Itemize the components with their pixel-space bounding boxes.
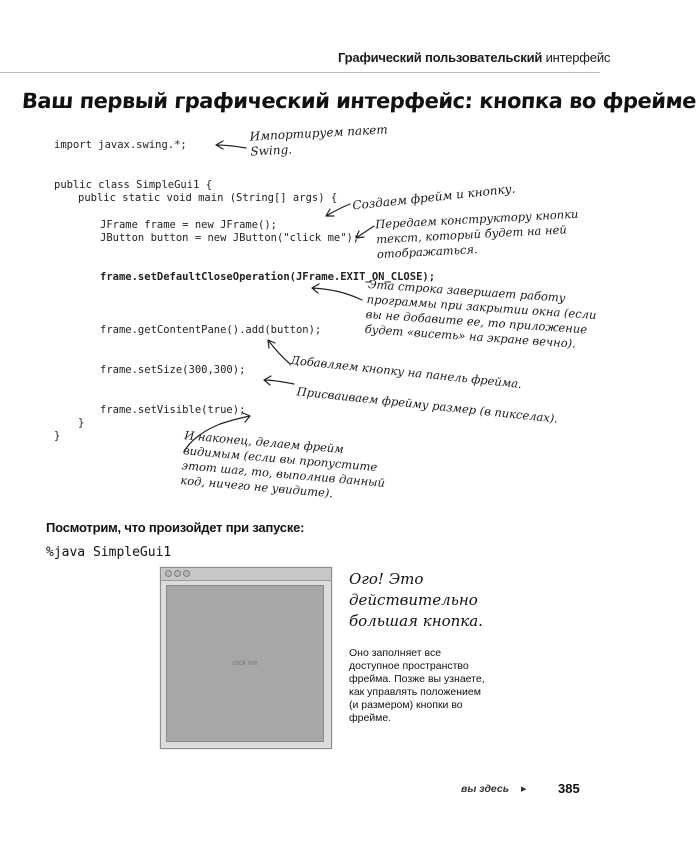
code-visible-line: frame.setVisible(true); (100, 404, 246, 416)
side-note-description: Оно заполняет все доступное пространство фрейма. Позже вы узнаете, как управлять положением (и размером) кнопки во фрейме. (349, 647, 485, 724)
arrow-add (268, 340, 290, 364)
arrow-close (312, 284, 362, 300)
page-title: Ваш первый графический интерфейс: кнопка во фрейме (21, 89, 697, 113)
code-close-line: frame.setDefaultCloseOperation(JFrame.EXIT_ON_CLOSE); (100, 271, 436, 283)
note-close: Эта строка завершает работу программы при закрытии окна (если вы не добавите ее, то приложение будет «висеть» на экране вечно). (364, 277, 597, 351)
close-dot-icon[interactable] (165, 570, 172, 577)
code-size-line: frame.setSize(300,300); (100, 364, 246, 376)
arrow-import (216, 141, 246, 149)
you-are-here-label: вы здесь (461, 783, 509, 795)
note-button-text: Передаем конструктору кнопки текст, который будет на ней отображаться. (374, 206, 579, 262)
note-create: Создаем фрейм и кнопку. (351, 181, 516, 213)
run-command: %java SimpleGui1 (46, 545, 172, 560)
app-window (160, 567, 332, 749)
running-head-light: интерфейс (545, 50, 611, 65)
page-number: 385 (558, 781, 580, 796)
code-add-line: frame.getContentPane().add(button); (100, 324, 322, 336)
click-me-button[interactable]: click me (166, 585, 324, 742)
code-frame-line: JFrame frame = new JFrame(); (100, 219, 278, 231)
code-class-decl: public class SimpleGui1 { (54, 179, 213, 191)
note-visible: И наконец, делаем фрейм видимым (если вы пропустите этот шаг, то, выполнив данный код, ничего не увидите). (179, 428, 386, 501)
code-brace-inner: } (78, 417, 85, 429)
arrow-create (326, 204, 350, 216)
note-size: Присваиваем фрейму размер (в пикселах). (296, 384, 559, 426)
zoom-dot-icon[interactable] (183, 570, 190, 577)
code-main-decl: public static void main (String[] args) { (78, 192, 338, 204)
minimize-dot-icon[interactable] (174, 570, 181, 577)
you-are-here-arrow-icon: ▸ (521, 783, 527, 795)
note-add: Добавляем кнопку на панель фрейма. (289, 352, 523, 392)
note-import: Импортируем пакет Swing. (249, 122, 389, 159)
running-head-bold: Графический пользовательский (338, 50, 543, 65)
section-heading: Посмотрим, что произойдет при запуске: (46, 520, 305, 535)
arrow-button-text (356, 226, 374, 238)
window-titlebar (161, 568, 331, 581)
code-import: import javax.swing.*; (54, 139, 187, 151)
arrow-size (264, 376, 294, 385)
code-button-line: JButton button = new JButton("click me"); (100, 232, 360, 244)
arrow-visible (184, 413, 250, 452)
code-brace-outer: } (54, 430, 61, 442)
side-note-exclaim: Ого! Это действительно большая кнопка. (349, 570, 483, 630)
